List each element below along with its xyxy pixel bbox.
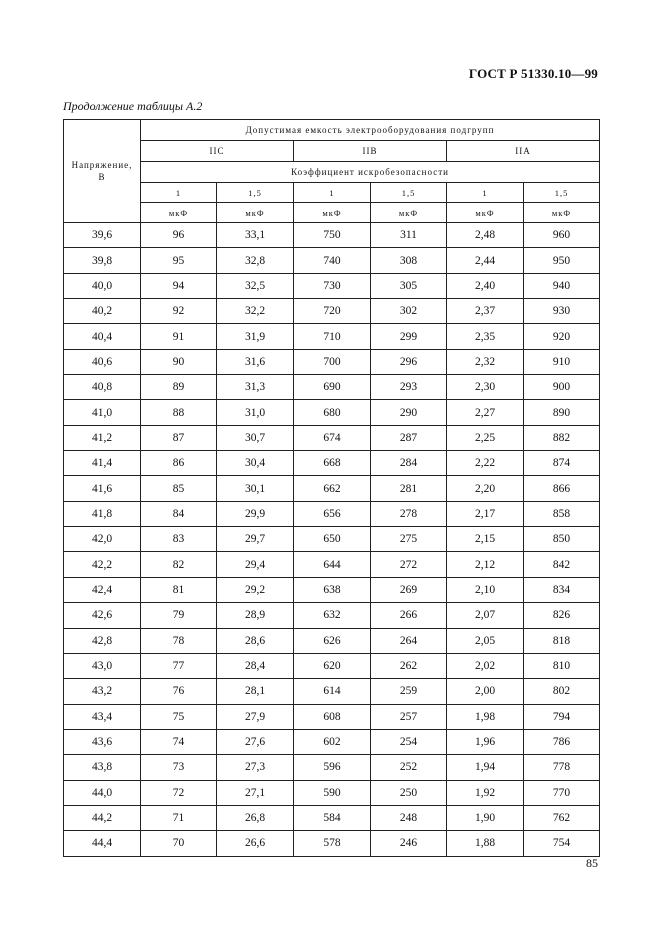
capacity-cell: 2,27 <box>447 400 524 425</box>
capacity-cell: 30,7 <box>217 425 294 450</box>
capacity-cell: 590 <box>294 780 371 805</box>
capacity-cell: 86 <box>141 451 217 476</box>
capacity-cell: 900 <box>524 375 600 400</box>
capacity-cell: 2,07 <box>447 603 524 628</box>
voltage-cell: 40,2 <box>64 299 141 324</box>
capacity-cell: 2,17 <box>447 501 524 526</box>
capacity-cell: 2,12 <box>447 552 524 577</box>
capacity-cell: 72 <box>141 780 217 805</box>
capacity-cell: 596 <box>294 755 371 780</box>
capacity-cell: 71 <box>141 805 217 830</box>
capacity-cell: 826 <box>524 603 600 628</box>
capacity-cell: 89 <box>141 375 217 400</box>
capacity-cell: 31,6 <box>217 349 294 374</box>
capacity-cell: 269 <box>371 577 447 602</box>
capacity-cell: 2,15 <box>447 527 524 552</box>
capacity-cell: 96 <box>141 223 217 248</box>
capacity-cell: 28,9 <box>217 603 294 628</box>
capacity-cell: 83 <box>141 527 217 552</box>
capacity-cell: 302 <box>371 299 447 324</box>
capacity-cell: 87 <box>141 425 217 450</box>
table-row <box>64 324 600 349</box>
unit-header: мкФ <box>524 203 600 223</box>
table-row <box>64 805 600 830</box>
capacity-cell: 818 <box>524 628 600 653</box>
capacity-cell: 29,2 <box>217 577 294 602</box>
capacity-cell: 638 <box>294 577 371 602</box>
capacity-cell: 28,1 <box>217 679 294 704</box>
capacity-cell: 246 <box>371 831 447 856</box>
page-number: 85 <box>586 856 598 870</box>
capacity-cell: 882 <box>524 425 600 450</box>
table-row <box>64 527 600 552</box>
capacity-cell: 257 <box>371 704 447 729</box>
factor-header: 1 <box>294 183 371 203</box>
capacity-cell: 250 <box>371 780 447 805</box>
capacity-cell: 287 <box>371 425 447 450</box>
capacity-cell: 266 <box>371 603 447 628</box>
capacity-cell: 602 <box>294 729 371 754</box>
capacity-cell: 77 <box>141 653 217 678</box>
capacity-cell: 32,8 <box>217 248 294 273</box>
capacity-cell: 778 <box>524 755 600 780</box>
capacity-cell: 78 <box>141 628 217 653</box>
table-row <box>64 577 600 602</box>
capacity-cell: 578 <box>294 831 371 856</box>
capacity-cell: 254 <box>371 729 447 754</box>
table-row <box>64 223 600 248</box>
table-row <box>64 273 600 298</box>
voltage-cell: 43,6 <box>64 729 141 754</box>
voltage-cell: 44,0 <box>64 780 141 805</box>
factor-header: 1,5 <box>371 183 447 203</box>
capacity-cell: 1,98 <box>447 704 524 729</box>
capacity-cell: 31,3 <box>217 375 294 400</box>
table-caption: Продолжение таблицы А.2 <box>63 99 203 113</box>
capacity-cell: 33,1 <box>217 223 294 248</box>
capacity-cell: 650 <box>294 527 371 552</box>
capacity-cell: 740 <box>294 248 371 273</box>
table-row <box>64 425 600 450</box>
table-row <box>64 476 600 501</box>
capacity-cell: 84 <box>141 501 217 526</box>
capacity-cell: 754 <box>524 831 600 856</box>
capacity-cell: 810 <box>524 653 600 678</box>
capacity-cell: 27,3 <box>217 755 294 780</box>
capacity-cell: 2,25 <box>447 425 524 450</box>
capacity-cell: 910 <box>524 349 600 374</box>
safety-factor-header: Коэффициент искробезопасности <box>141 162 600 183</box>
voltage-cell: 40,8 <box>64 375 141 400</box>
capacity-cell: 29,4 <box>217 552 294 577</box>
capacity-cell: 1,90 <box>447 805 524 830</box>
capacity-cell: 2,02 <box>447 653 524 678</box>
capacity-cell: 311 <box>371 223 447 248</box>
capacity-cell: 296 <box>371 349 447 374</box>
capacity-header: Допустимая емкость электрооборудования подгрупп <box>141 120 600 141</box>
capacity-cell: 91 <box>141 324 217 349</box>
voltage-cell: 40,6 <box>64 349 141 374</box>
capacity-cell: 88 <box>141 400 217 425</box>
voltage-cell: 40,4 <box>64 324 141 349</box>
capacity-cell: 281 <box>371 476 447 501</box>
capacity-cell: 2,37 <box>447 299 524 324</box>
capacity-cell: 584 <box>294 805 371 830</box>
capacity-cell: 27,1 <box>217 780 294 805</box>
capacity-cell: 252 <box>371 755 447 780</box>
capacity-cell: 608 <box>294 704 371 729</box>
capacity-cell: 85 <box>141 476 217 501</box>
voltage-cell: 41,4 <box>64 451 141 476</box>
voltage-cell: 44,4 <box>64 831 141 856</box>
table-row <box>64 501 600 526</box>
capacity-cell: 874 <box>524 451 600 476</box>
capacity-cell: 31,9 <box>217 324 294 349</box>
voltage-cell: 43,2 <box>64 679 141 704</box>
capacity-cell: 81 <box>141 577 217 602</box>
table-row <box>64 552 600 577</box>
voltage-cell: 42,4 <box>64 577 141 602</box>
capacity-cell: 70 <box>141 831 217 856</box>
table-row <box>64 451 600 476</box>
capacity-cell: 94 <box>141 273 217 298</box>
capacity-cell: 834 <box>524 577 600 602</box>
voltage-cell: 42,8 <box>64 628 141 653</box>
capacity-cell: 662 <box>294 476 371 501</box>
capacity-cell: 28,6 <box>217 628 294 653</box>
capacity-cell: 730 <box>294 273 371 298</box>
capacity-cell: 29,7 <box>217 527 294 552</box>
capacity-cell: 940 <box>524 273 600 298</box>
capacity-cell: 644 <box>294 552 371 577</box>
capacity-cell: 82 <box>141 552 217 577</box>
voltage-header-label: Напряжение, <box>71 160 133 170</box>
voltage-cell: 41,2 <box>64 425 141 450</box>
capacity-cell: 2,00 <box>447 679 524 704</box>
capacity-cell: 1,96 <box>447 729 524 754</box>
table-row <box>64 375 600 400</box>
capacity-cell: 700 <box>294 349 371 374</box>
unit-header: мкФ <box>141 203 217 223</box>
table-row <box>64 755 600 780</box>
capacity-cell: 75 <box>141 704 217 729</box>
voltage-cell: 42,6 <box>64 603 141 628</box>
unit-header: мкФ <box>447 203 524 223</box>
capacity-cell: 264 <box>371 628 447 653</box>
capacity-cell: 2,30 <box>447 375 524 400</box>
capacity-cell: 614 <box>294 679 371 704</box>
voltage-cell: 39,6 <box>64 223 141 248</box>
capacity-cell: 262 <box>371 653 447 678</box>
unit-header: мкФ <box>294 203 371 223</box>
table-row <box>64 400 600 425</box>
capacity-cell: 2,35 <box>447 324 524 349</box>
table-row <box>64 653 600 678</box>
capacity-cell: 299 <box>371 324 447 349</box>
capacity-cell: 32,2 <box>217 299 294 324</box>
capacity-cell: 92 <box>141 299 217 324</box>
capacity-cell: 1,88 <box>447 831 524 856</box>
capacity-cell: 90 <box>141 349 217 374</box>
table-row <box>64 679 600 704</box>
unit-header: мкФ <box>371 203 447 223</box>
table-row <box>64 299 600 324</box>
capacity-cell: 27,9 <box>217 704 294 729</box>
capacity-cell: 920 <box>524 324 600 349</box>
capacity-cell: 32,5 <box>217 273 294 298</box>
capacity-cell: 28,4 <box>217 653 294 678</box>
document-code: ГОСТ Р 51330.10—99 <box>468 66 598 81</box>
table-row <box>64 248 600 273</box>
capacity-cell: 950 <box>524 248 600 273</box>
capacity-cell: 308 <box>371 248 447 273</box>
capacity-cell: 73 <box>141 755 217 780</box>
capacity-cell: 30,4 <box>217 451 294 476</box>
capacity-cell: 930 <box>524 299 600 324</box>
unit-header: мкФ <box>217 203 294 223</box>
capacity-cell: 668 <box>294 451 371 476</box>
capacity-cell: 1,92 <box>447 780 524 805</box>
capacity-cell: 786 <box>524 729 600 754</box>
capacity-cell: 858 <box>524 501 600 526</box>
voltage-cell: 44,2 <box>64 805 141 830</box>
factor-header: 1 <box>141 183 217 203</box>
capacity-cell: 710 <box>294 324 371 349</box>
capacity-cell: 284 <box>371 451 447 476</box>
table-row <box>64 603 600 628</box>
capacity-cell: 79 <box>141 603 217 628</box>
group-header-iib: IIВ <box>294 141 447 162</box>
voltage-cell: 43,4 <box>64 704 141 729</box>
capacity-cell: 293 <box>371 375 447 400</box>
voltage-cell: 42,2 <box>64 552 141 577</box>
capacity-cell: 842 <box>524 552 600 577</box>
voltage-cell: 40,0 <box>64 273 141 298</box>
capacity-table <box>63 119 600 857</box>
capacity-cell: 305 <box>371 273 447 298</box>
voltage-cell: 41,0 <box>64 400 141 425</box>
capacity-cell: 290 <box>371 400 447 425</box>
table-row <box>64 831 600 856</box>
capacity-cell: 2,05 <box>447 628 524 653</box>
group-header-iic: IIС <box>141 141 294 162</box>
capacity-cell: 850 <box>524 527 600 552</box>
capacity-cell: 76 <box>141 679 217 704</box>
table-row <box>64 729 600 754</box>
capacity-cell: 272 <box>371 552 447 577</box>
capacity-cell: 2,10 <box>447 577 524 602</box>
capacity-cell: 866 <box>524 476 600 501</box>
voltage-cell: 43,0 <box>64 653 141 678</box>
capacity-cell: 26,8 <box>217 805 294 830</box>
capacity-cell: 750 <box>294 223 371 248</box>
factor-header: 1,5 <box>217 183 294 203</box>
table-row <box>64 349 600 374</box>
capacity-cell: 27,6 <box>217 729 294 754</box>
capacity-cell: 248 <box>371 805 447 830</box>
voltage-cell: 39,8 <box>64 248 141 273</box>
capacity-cell: 275 <box>371 527 447 552</box>
capacity-cell: 1,94 <box>447 755 524 780</box>
capacity-cell: 259 <box>371 679 447 704</box>
capacity-cell: 802 <box>524 679 600 704</box>
factor-header: 1,5 <box>524 183 600 203</box>
capacity-cell: 2,32 <box>447 349 524 374</box>
capacity-cell: 762 <box>524 805 600 830</box>
capacity-cell: 626 <box>294 628 371 653</box>
table-row <box>64 704 600 729</box>
capacity-cell: 690 <box>294 375 371 400</box>
capacity-cell: 2,44 <box>447 248 524 273</box>
group-header-iia: IIА <box>447 141 600 162</box>
capacity-cell: 74 <box>141 729 217 754</box>
table-row <box>64 780 600 805</box>
capacity-cell: 2,20 <box>447 476 524 501</box>
capacity-cell: 2,48 <box>447 223 524 248</box>
factor-header: 1 <box>447 183 524 203</box>
capacity-cell: 2,40 <box>447 273 524 298</box>
table-row <box>64 628 600 653</box>
voltage-cell: 43,8 <box>64 755 141 780</box>
capacity-cell: 960 <box>524 223 600 248</box>
capacity-cell: 770 <box>524 780 600 805</box>
capacity-cell: 890 <box>524 400 600 425</box>
capacity-cell: 29,9 <box>217 501 294 526</box>
voltage-column-header <box>64 120 141 223</box>
capacity-cell: 656 <box>294 501 371 526</box>
capacity-cell: 720 <box>294 299 371 324</box>
capacity-cell: 620 <box>294 653 371 678</box>
capacity-cell: 632 <box>294 603 371 628</box>
capacity-cell: 278 <box>371 501 447 526</box>
capacity-cell: 95 <box>141 248 217 273</box>
voltage-cell: 41,6 <box>64 476 141 501</box>
capacity-cell: 674 <box>294 425 371 450</box>
capacity-cell: 794 <box>524 704 600 729</box>
capacity-cell: 26,6 <box>217 831 294 856</box>
capacity-cell: 31,0 <box>217 400 294 425</box>
capacity-cell: 2,22 <box>447 451 524 476</box>
capacity-cell: 30,1 <box>217 476 294 501</box>
voltage-cell: 42,0 <box>64 527 141 552</box>
capacity-cell: 680 <box>294 400 371 425</box>
voltage-cell: 41,8 <box>64 501 141 526</box>
voltage-header-unit: В <box>98 172 106 182</box>
